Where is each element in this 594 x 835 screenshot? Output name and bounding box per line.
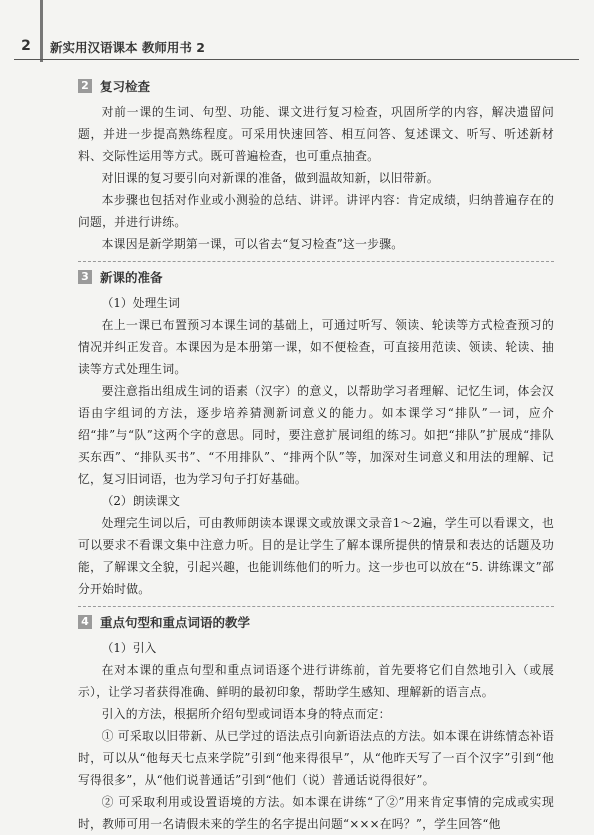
section-number-badge: 3 <box>78 270 92 284</box>
page-number: 2 <box>21 38 31 54</box>
paragraph: 在对本课的重点句型和重点词语逐个进行讲练前，首先要将它们自然地引入（或展示），让学习者获得准确、鲜明的最初印象，帮助学生感知、理解新的语言点。 <box>78 663 554 699</box>
subheading: （1）处理生词 <box>101 296 180 310</box>
section-divider <box>78 606 554 607</box>
running-header <box>0 34 594 62</box>
section-divider <box>78 261 554 262</box>
section-heading-key-patterns <box>78 611 554 633</box>
section-title: 复习检查 <box>100 79 151 94</box>
section-number-badge: 4 <box>78 615 92 629</box>
paragraph: ① 可采取以旧带新、从已学过的语法点引向新语法点的方法。如本课在讲练情态补语时，可以从“他每天七点来学院”引到“他来得很早”，从“他昨天写了一百个汉字”引到“他写得很多”，从“他们说普通话”引到“他们（说）普通话说得很好”。 <box>78 729 554 787</box>
paragraph: 本步骤也包括对作业或小测验的总结、讲评。讲评内容：肯定成绩，归纳普遍存在的问题，并进行讲练。 <box>78 193 554 229</box>
paragraph: 对旧课的复习要引向对新课的准备，做到温故知新，以旧带新。 <box>101 171 439 185</box>
section-title: 新课的准备 <box>100 270 163 285</box>
paragraph: 处理完生词以后，可由教师朗读本课课文或放课文录音1～2遍，学生可以看课文，也可以要求不看课文集中注意力听。目的是让学生了解本课所提供的情景和表达的话题及功能，了解课文全貌，引起兴趣，也能训练他们的听力。这一步也可以放在“5. 讲练课文”部分开始时做。 <box>78 516 554 596</box>
paragraph: 在上一课已布置预习本课生词的基础上，可通过听写、领读、轮读等方式检查预习的情况并纠正发音。本课因为是本册第一课，如不便检查，可直接用范读、领读、轮读、抽读等方式处理生词。 <box>78 318 554 376</box>
header-vertical-bar <box>40 0 43 62</box>
paragraph: 要注意指出组成生词的语素（汉字）的意义，以帮助学习者理解、记忆生词，体会汉语由字组词的方法，逐步培养猜测新词意义的能力。如本课学习“排队”一词，应介绍“排”与“队”这两个字的意思。同时，要注意扩展词组的练习。如把“排队”扩展成“排队买东西”、“排队买书”、“不用排队”、“排两个队”等，加深对生词意义和用法的理解、记忆，复习旧词语，也为学习句子打好基础。 <box>78 384 554 486</box>
subheading: （1）引入 <box>101 641 157 655</box>
paragraph: 对前一课的生词、句型、功能、课文进行复习检查，巩固所学的内容，解决遗留问题，并进一步提高熟练程度。可采用快速回答、相互问答、复述课文、听写、听述新材料、交际性运用等方式。既可普遍检查，也可重点抽查。 <box>78 105 554 163</box>
page-body <box>78 72 554 835</box>
book-title: 新实用汉语课本 教师用书 2 <box>50 40 205 55</box>
subheading: （2）朗读课文 <box>101 494 180 508</box>
section-number-badge: 2 <box>78 79 92 93</box>
paragraph: 本课因是新学期第一课，可以省去“复习检查”这一步骤。 <box>101 237 404 251</box>
paragraph: 引入的方法，根据所介绍句型或词语本身的特点而定： <box>101 707 391 721</box>
section-heading-new-lesson-prep <box>78 266 554 288</box>
section-title: 重点句型和重点词语的教学 <box>100 615 251 630</box>
paragraph: ② 可采取利用或设置语境的方法。如本课在讲练“了②”用来肯定事情的完成或实现时，教师可用一名请假未来的学生的名字提出问题“×××在吗？”，学生回答“他 <box>78 795 554 831</box>
section-heading-review <box>78 75 554 97</box>
header-rule <box>14 59 579 60</box>
